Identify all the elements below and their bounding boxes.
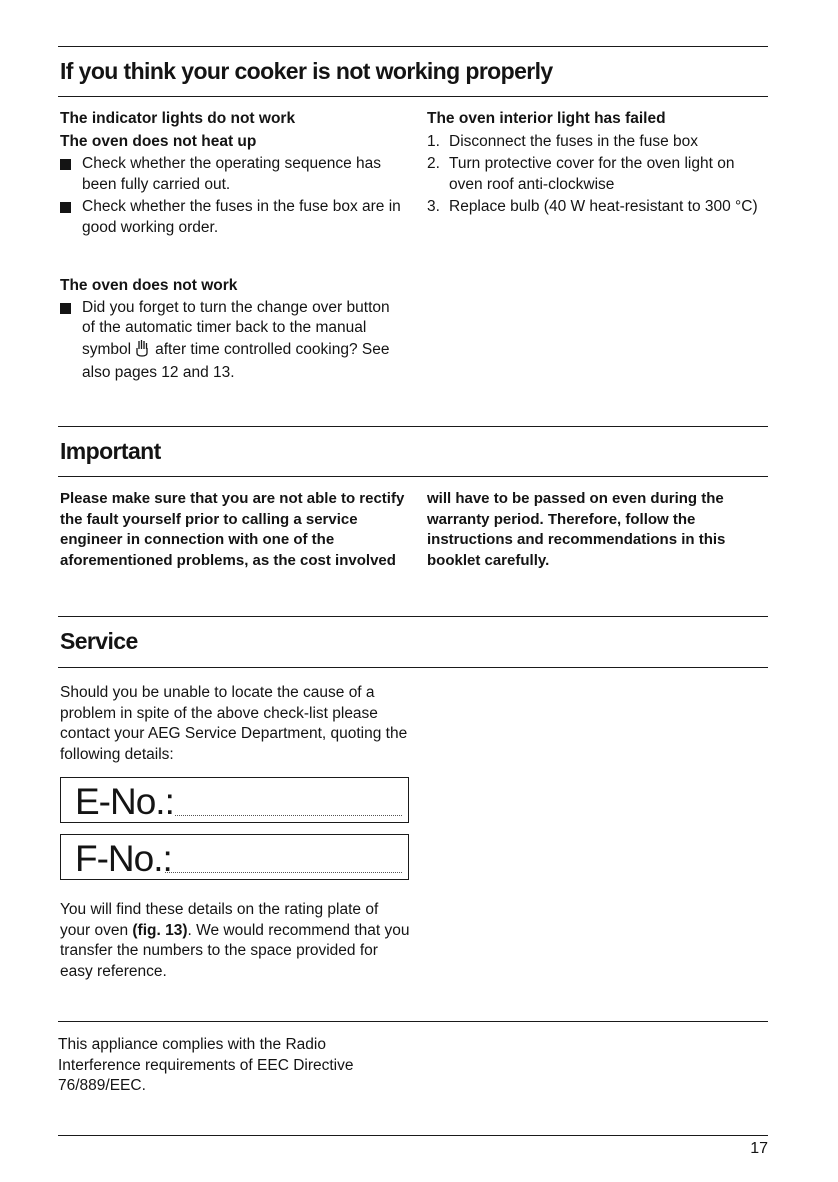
e-no-field[interactable] bbox=[60, 777, 409, 823]
list-item bbox=[60, 197, 410, 238]
hand-icon bbox=[135, 339, 149, 364]
section-title-underline bbox=[58, 96, 768, 97]
step-text: Disconnect the fuses in the fuse box bbox=[449, 132, 699, 150]
important-text-right: will have to be passed on even during the warranty period. Therefore, follow the instructions and recommendations in this booklet carefully. bbox=[427, 490, 726, 569]
oven-not-heat-heading: The oven does not heat up bbox=[60, 132, 257, 150]
list-item bbox=[427, 132, 772, 153]
section-title-troubleshooting: If you think your cooker is not working properly bbox=[60, 58, 553, 84]
f-no-label: F-No.: bbox=[75, 838, 172, 879]
bottom-rule bbox=[58, 1135, 768, 1136]
bullet-text: Check whether the operating sequence has been fully carried out. bbox=[82, 155, 382, 193]
oven-not-work-block bbox=[60, 276, 400, 384]
service-title-underline bbox=[58, 667, 768, 668]
fig-reference: (fig. 13) bbox=[132, 921, 188, 939]
indicator-lights-heading: The indicator lights do not work bbox=[60, 110, 296, 127]
bullet-text-cont: after time controlled cooking? See also pages 12 and 13. bbox=[82, 340, 390, 381]
e-no-label: E-No.: bbox=[75, 781, 174, 822]
service-after-part1: You will find these details on the rating plate of your oven bbox=[60, 901, 379, 939]
section-title-service: Service bbox=[60, 628, 138, 654]
bullet-text: Check whether the fuses in the fuse box are in good working order. bbox=[82, 198, 401, 236]
page-number: 17 bbox=[750, 1140, 768, 1157]
list-item bbox=[60, 298, 400, 384]
service-after-text bbox=[60, 900, 410, 982]
compliance-top-rule bbox=[58, 1021, 768, 1022]
step-number: 1. bbox=[427, 132, 440, 150]
important-text-left: Please make sure that you are not able to rectify the fault yourself prior to calling a service engineer in connection with one of the aforementioned problems, as the cost involved bbox=[60, 490, 405, 569]
section-title-important: Important bbox=[60, 438, 161, 464]
e-no-fill-line bbox=[175, 815, 402, 816]
service-after-part2: . We would recommend that you transfer the numbers to the space provided for easy reference. bbox=[60, 921, 410, 980]
step-number: 2. bbox=[427, 155, 440, 172]
compliance-note: This appliance complies with the Radio Interference requirements of EEC Directive 76/889/EEC. bbox=[58, 1036, 354, 1094]
step-text: Replace bulb (40 W heat-resistant to 300 °C) bbox=[449, 198, 758, 215]
light-failed-heading: The oven interior light has failed bbox=[427, 110, 666, 127]
bullet-icon bbox=[60, 303, 71, 314]
bullet-icon bbox=[60, 202, 71, 213]
step-text: Turn protective cover for the oven light on oven roof anti-clockwise bbox=[449, 155, 735, 193]
f-no-field[interactable] bbox=[60, 834, 409, 880]
top-rule bbox=[58, 46, 768, 47]
service-top-rule bbox=[58, 616, 768, 617]
bullet-text: Did you forget to turn the change over button of the automatic timer back to the manual symbol bbox=[82, 298, 390, 358]
important-top-rule bbox=[58, 426, 768, 427]
service-intro: Should you be unable to locate the cause of a problem in spite of the above check-list please contact your AEG Service Department, quoting the following details: bbox=[60, 684, 408, 763]
list-item bbox=[427, 197, 772, 218]
step-number: 3. bbox=[427, 198, 440, 215]
f-no-fill-line bbox=[165, 872, 402, 873]
bullet-icon bbox=[60, 159, 71, 170]
oven-not-work-heading: The oven does not work bbox=[60, 277, 238, 294]
important-title-underline bbox=[58, 476, 768, 477]
list-item bbox=[427, 154, 772, 195]
troubleshooting-left-column bbox=[60, 109, 410, 238]
troubleshooting-right-column bbox=[427, 109, 772, 218]
list-item bbox=[60, 154, 410, 195]
